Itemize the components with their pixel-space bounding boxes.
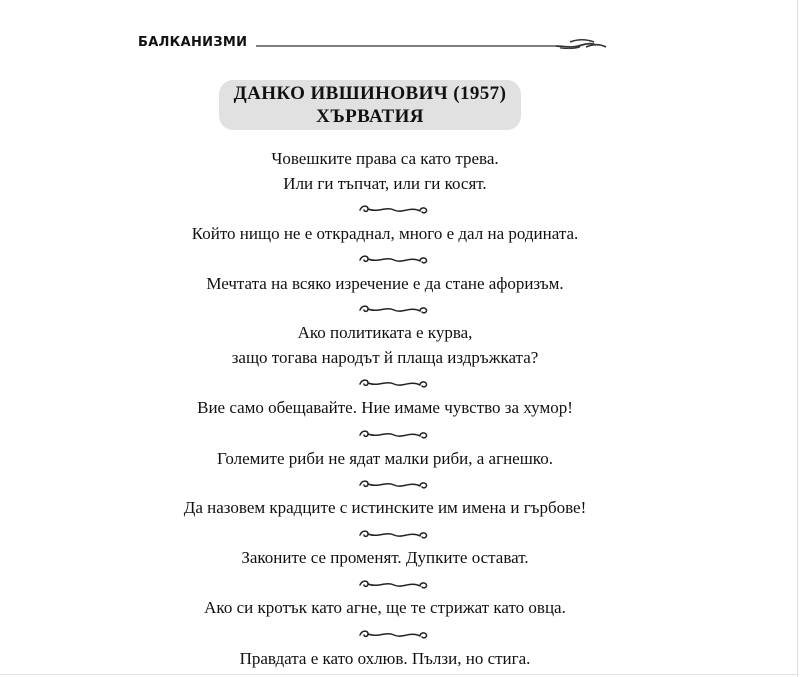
aphorism-line: Мечтата на всяко изречение е да стане афоризъм. — [206, 274, 564, 293]
section-title: БАЛКАНИЗМИ — [138, 35, 248, 50]
aphorism-line: Големите риби не ядат малки риби, а агнешко. — [217, 449, 553, 468]
aphorism-line: Който нищо не е откраднал, много е дал на родината. — [191, 224, 579, 243]
flourish-divider-icon — [358, 303, 430, 317]
flourish-divider-icon — [358, 528, 430, 542]
flourish-divider-icon — [358, 203, 430, 217]
page-bottom-edge — [0, 674, 797, 675]
aphorism-line: Човешките права са като трева. — [271, 149, 499, 168]
aphorism-line: Правдата е като охлюв. Пълзи, но стига. — [239, 649, 531, 668]
aphorism-line: Законите се променят. Дупките остават. — [241, 548, 529, 567]
swash-rule-icon — [256, 34, 608, 54]
flourish-divider-icon — [358, 628, 430, 642]
running-header — [138, 34, 608, 54]
flourish-divider-icon — [358, 428, 430, 442]
author-name: ДАНКО ИВШИНОВИЧ (1957) — [233, 83, 507, 104]
flourish-divider-icon — [358, 253, 430, 267]
aphorism-line: Вие само обещавайте. Ние имаме чувство за хумор! — [197, 398, 573, 417]
page-right-edge — [797, 0, 798, 677]
author-country: ХЪРВАТИЯ — [316, 106, 424, 127]
aphorism-line: Ако политиката е курва, — [297, 323, 473, 342]
flourish-divider-icon — [358, 377, 430, 391]
author-title-box — [219, 80, 521, 130]
flourish-divider-icon — [358, 478, 430, 492]
aphorism-line: Да назовем крадците с истинските им имена и гърбове! — [183, 498, 587, 517]
flourish-divider-icon — [358, 578, 430, 592]
aphorism-line: защо тогава народът й плаща издръжката? — [231, 348, 539, 367]
aphorism-line: Или ги тъпчат, или ги косят. — [283, 174, 487, 193]
aphorism-line: Ако си кротък като агне, ще те стрижат като овца. — [204, 598, 566, 617]
